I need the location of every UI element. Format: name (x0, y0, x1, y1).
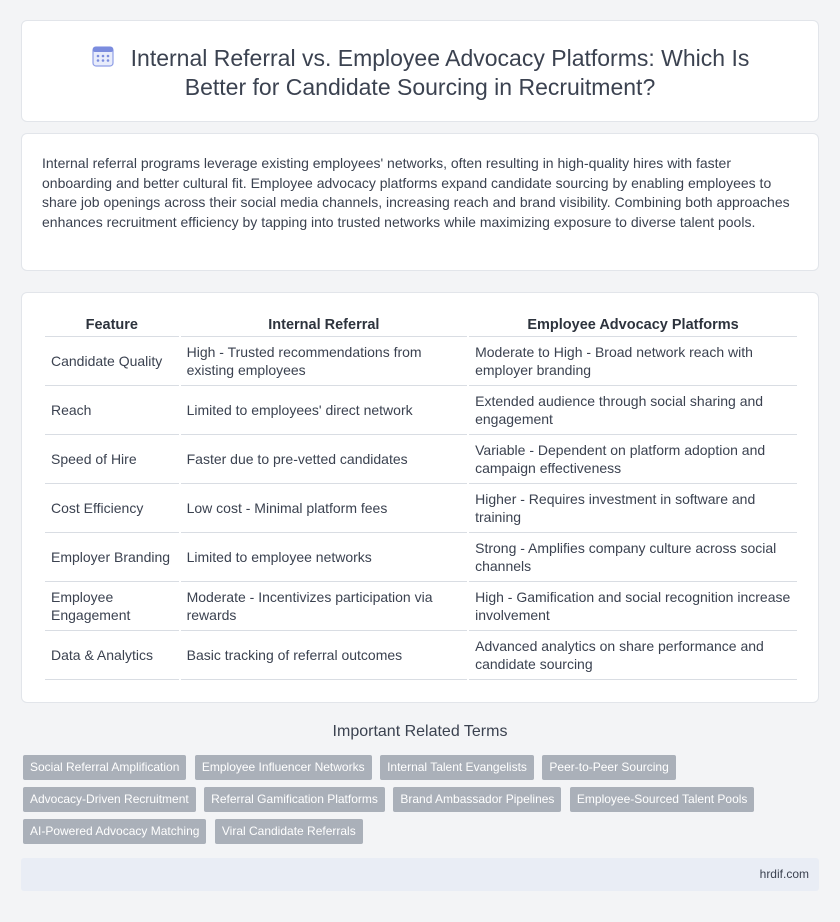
comparison-table (43, 316, 799, 680)
row-advocacy-cell: Variable - Dependent on platform adoption and campaign effectiveness (469, 435, 797, 484)
row-feature-cell: Employee Engagement (45, 582, 179, 631)
header-feature: Feature (45, 316, 179, 337)
row-feature-cell: Speed of Hire (45, 435, 179, 484)
row-internal-cell: Moderate - Incentivizes participation via rewards (181, 582, 468, 631)
related-term-tag[interactable]: Employee Influencer Networks (195, 755, 372, 780)
title-wrap (62, 44, 778, 102)
row-advocacy-cell: Higher - Requires investment in software and training (469, 484, 797, 533)
related-term-tag[interactable]: Employee-Sourced Talent Pools (570, 787, 755, 812)
header-employee-advocacy: Employee Advocacy Platforms (469, 316, 797, 337)
row-feature-cell: Cost Efficiency (45, 484, 179, 533)
table-row (45, 435, 797, 484)
table-row (45, 533, 797, 582)
table-header-row (45, 316, 797, 337)
related-term-tag[interactable]: AI-Powered Advocacy Matching (23, 819, 206, 844)
row-advocacy-cell: Moderate to High - Broad network reach with employer branding (469, 337, 797, 386)
footer (21, 858, 819, 891)
page-title: Internal Referral vs. Employee Advocacy Platforms: Which Is Better for Candidate Sourcing in Recruitment? (130, 45, 750, 100)
row-advocacy-cell: High - Gamification and social recognition increase involvement (469, 582, 797, 631)
related-term-tag[interactable]: Peer-to-Peer Sourcing (542, 755, 675, 780)
table-row (45, 337, 797, 386)
row-advocacy-cell: Strong - Amplifies company culture across social channels (469, 533, 797, 582)
comparison-table-card (21, 292, 819, 703)
footer-site-link[interactable]: hrdif.com (759, 867, 809, 881)
row-advocacy-cell: Advanced analytics on share performance and candidate sourcing (469, 631, 797, 680)
row-internal-cell: Faster due to pre-vetted candidates (181, 435, 468, 484)
row-feature-cell: Employer Branding (45, 533, 179, 582)
row-feature-cell: Candidate Quality (45, 337, 179, 386)
related-term-tag[interactable]: Advocacy-Driven Recruitment (23, 787, 196, 812)
row-feature-cell: Data & Analytics (45, 631, 179, 680)
row-internal-cell: Limited to employees' direct network (181, 386, 468, 435)
row-advocacy-cell: Extended audience through social sharing and engagement (469, 386, 797, 435)
related-terms-tags (23, 755, 813, 851)
row-internal-cell: Basic tracking of referral outcomes (181, 631, 468, 680)
table-row (45, 484, 797, 533)
intro-paragraph: Internal referral programs leverage existing employees' networks, often resulting in high-quality hires with faster onboarding and better cultural fit. Employee advocacy platforms expand candidate sourcing by enabling employees to share job openings across their social media channels, increasing reach and brand visibility. Combining both approaches enhances recruitment efficiency by tapping into trusted networks while maximizing exposure to diverse talent pools. (42, 155, 790, 230)
related-term-tag[interactable]: Referral Gamification Platforms (204, 787, 385, 812)
title-card (21, 20, 819, 122)
related-term-tag[interactable]: Brand Ambassador Pipelines (393, 787, 561, 812)
related-term-tag[interactable]: Internal Talent Evangelists (380, 755, 534, 780)
related-term-tag[interactable]: Social Referral Amplification (23, 755, 186, 780)
row-internal-cell: Low cost - Minimal platform fees (181, 484, 468, 533)
row-internal-cell: High - Trusted recommendations from existing employees (181, 337, 468, 386)
row-internal-cell: Limited to employee networks (181, 533, 468, 582)
table-row (45, 582, 797, 631)
intro-card (21, 133, 819, 271)
header-internal-referral: Internal Referral (181, 316, 468, 337)
related-terms-heading: Important Related Terms (332, 723, 508, 740)
row-feature-cell: Reach (45, 386, 179, 435)
related-term-tag[interactable]: Viral Candidate Referrals (215, 819, 363, 844)
calendar-icon (91, 44, 115, 68)
table-row (45, 631, 797, 680)
table-row (45, 386, 797, 435)
